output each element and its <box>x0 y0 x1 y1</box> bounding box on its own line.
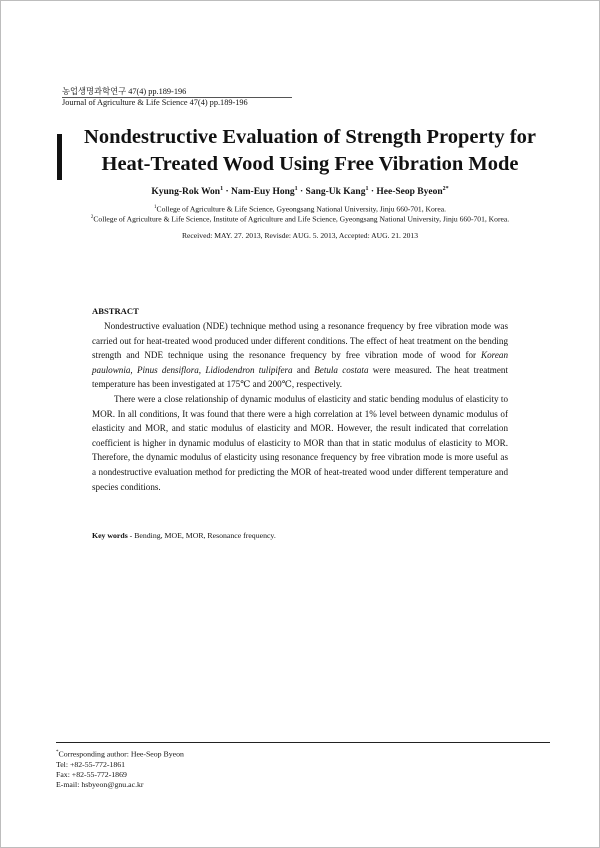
author-mark: 1 <box>294 186 298 192</box>
abstract-heading: ABSTRACT <box>92 306 139 316</box>
affiliation-text: College of Agriculture & Life Science, Gyeongsang National University, Jinju 660-701, Korea. <box>156 204 446 214</box>
paper-title <box>60 124 560 178</box>
affiliation-mark: 1 <box>154 205 157 210</box>
fax: Fax: +82-55-772-1869 <box>56 769 127 779</box>
received-dates: Received: MAY. 27. 2013, Revisde: AUG. 5. 2013, Accepted: AUG. 21. 2013 <box>181 231 419 240</box>
affiliation-text: College of Agriculture & Life Science, Institute of Agriculture and Life Science, Gyeongsang National University, Jinju 660-701, Korea. <box>93 214 510 224</box>
author-mark: 1 <box>365 186 369 192</box>
corresponding-author <box>56 748 184 760</box>
species-name: Betula costata <box>314 364 369 375</box>
telephone: Tel: +82-55-772-1861 <box>56 759 126 769</box>
journal-english-line: Journal of Agriculture & Life Science 47(4) pp.189-196 <box>62 98 248 107</box>
title-line-2: Heat-Treated Wood Using Free Vibration Mode <box>101 153 519 175</box>
title-line-1: Nondestructive Evaluation of Strength Property for <box>84 126 536 148</box>
email: E-mail: hsbyeon@gnu.ac.kr <box>56 779 144 789</box>
species-name: Lidiodendron tulipifera <box>205 364 293 375</box>
abstract-paragraph-1 <box>92 319 508 392</box>
affiliation-mark: 2 <box>90 215 94 220</box>
abstract-text: Nondestructive evaluation (NDE) technique method using a resonance frequency by free vibration mode was carried out for heat-treated wood produced under different conditions. The effect of heat treatment on the bending strength and NDE technique using the resonance frequency by free vibration mode of wood for <box>92 321 508 361</box>
author-mark: 2* <box>442 186 449 192</box>
author-separator: · <box>368 187 377 198</box>
footnotes <box>56 748 184 790</box>
abstract-text: were measured. The heat treatment temperature has been investigated at 175℃ and 200℃, respectively. <box>92 364 508 390</box>
header-rule <box>62 97 292 98</box>
footnote-rule <box>56 742 550 743</box>
author-name: Nam-Euy Hong <box>231 187 295 198</box>
footnote-mark: * <box>56 750 59 755</box>
author-name: Kyung-Rok Won <box>151 187 221 198</box>
keywords <box>92 531 276 540</box>
keywords-label: Key words <box>92 531 128 540</box>
journal-korean-line: 농업생명과학연구 47(4) pp.189-196 <box>62 87 187 96</box>
journal-header <box>62 86 248 108</box>
corresponding-author-text: Corresponding author: Hee-Seop Byeon <box>58 749 184 759</box>
species-name: Pinus densiflora, <box>136 364 202 375</box>
author-name: Hee-Seop Byeon <box>376 187 443 198</box>
abstract-section <box>92 306 508 494</box>
abstract-text: and <box>292 364 315 375</box>
author-separator: · <box>297 187 306 198</box>
abstract-paragraph-2: There were a close relationship of dynamic modulus of elasticity and static bending modulus of elasticity to MOR. In all conditions, It was found that there were a high correlation at 1% level between dynamic modulus of elasticity and MOR, and static modulus of elasticity and MOR. However, the result indicated that correlation coefficient is higher in dynamic modulus of elasticity to MOR than that in static modulus of elasticity to MOR. Therefore, the dynamic modulus of elasticity using resonance frequency by free vibration mode is more useful as a nondestructive evaluation method for predicting the MOR of heat-treated wood under different temperature and species conditions. <box>92 393 508 492</box>
keywords-text: - Bending, MOE, MOR, Resonance frequency. <box>127 531 276 540</box>
author-list <box>0 186 600 197</box>
author-mark: 1 <box>220 186 224 192</box>
species-name: Korean paulownia, <box>92 350 508 375</box>
author-separator: · <box>223 187 232 198</box>
affiliation-2 <box>48 213 552 225</box>
author-name: Sang-Uk Kang <box>305 187 366 198</box>
